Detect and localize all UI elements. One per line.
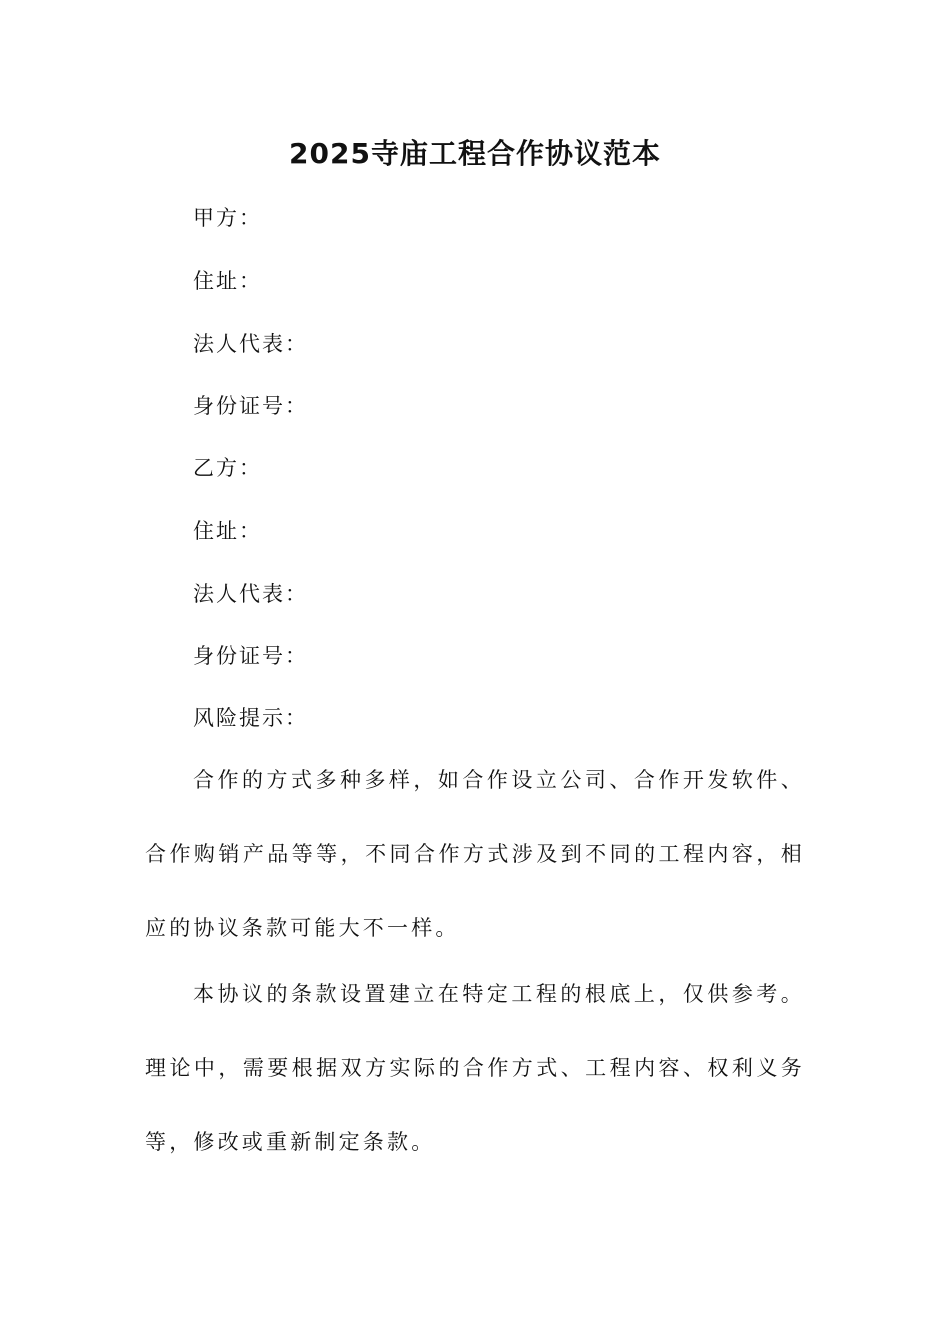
party-b-id-label: 身份证号： [193, 644, 308, 668]
paragraph-cooperation-methods: 合作的方式多种多样，如合作设立公司、合作开发软件、合作购销产品等等，不同合作方式涉及到不同的工程内容，相应的协议条款可能大不一样。 [145, 768, 805, 940]
party-b-label: 乙方： [193, 456, 262, 480]
document-title: 2025寺庙工程合作协议范本 [289, 137, 661, 170]
party-a-address-label: 住址： [193, 269, 262, 293]
risk-notice-label: 风险提示： [193, 706, 308, 730]
party-b-address-label: 住址： [193, 519, 262, 543]
paragraph-disclaimer: 本协议的条款设置建立在特定工程的根底上，仅供参考。理论中，需要根据双方实际的合作方式、工程内容、权利义务等，修改或重新制定条款。 [145, 982, 805, 1154]
party-a-legal-rep-label: 法人代表： [193, 332, 308, 356]
party-a-label: 甲方： [193, 206, 262, 230]
party-b-legal-rep-label: 法人代表： [193, 582, 308, 606]
party-a-id-label: 身份证号： [193, 394, 308, 418]
